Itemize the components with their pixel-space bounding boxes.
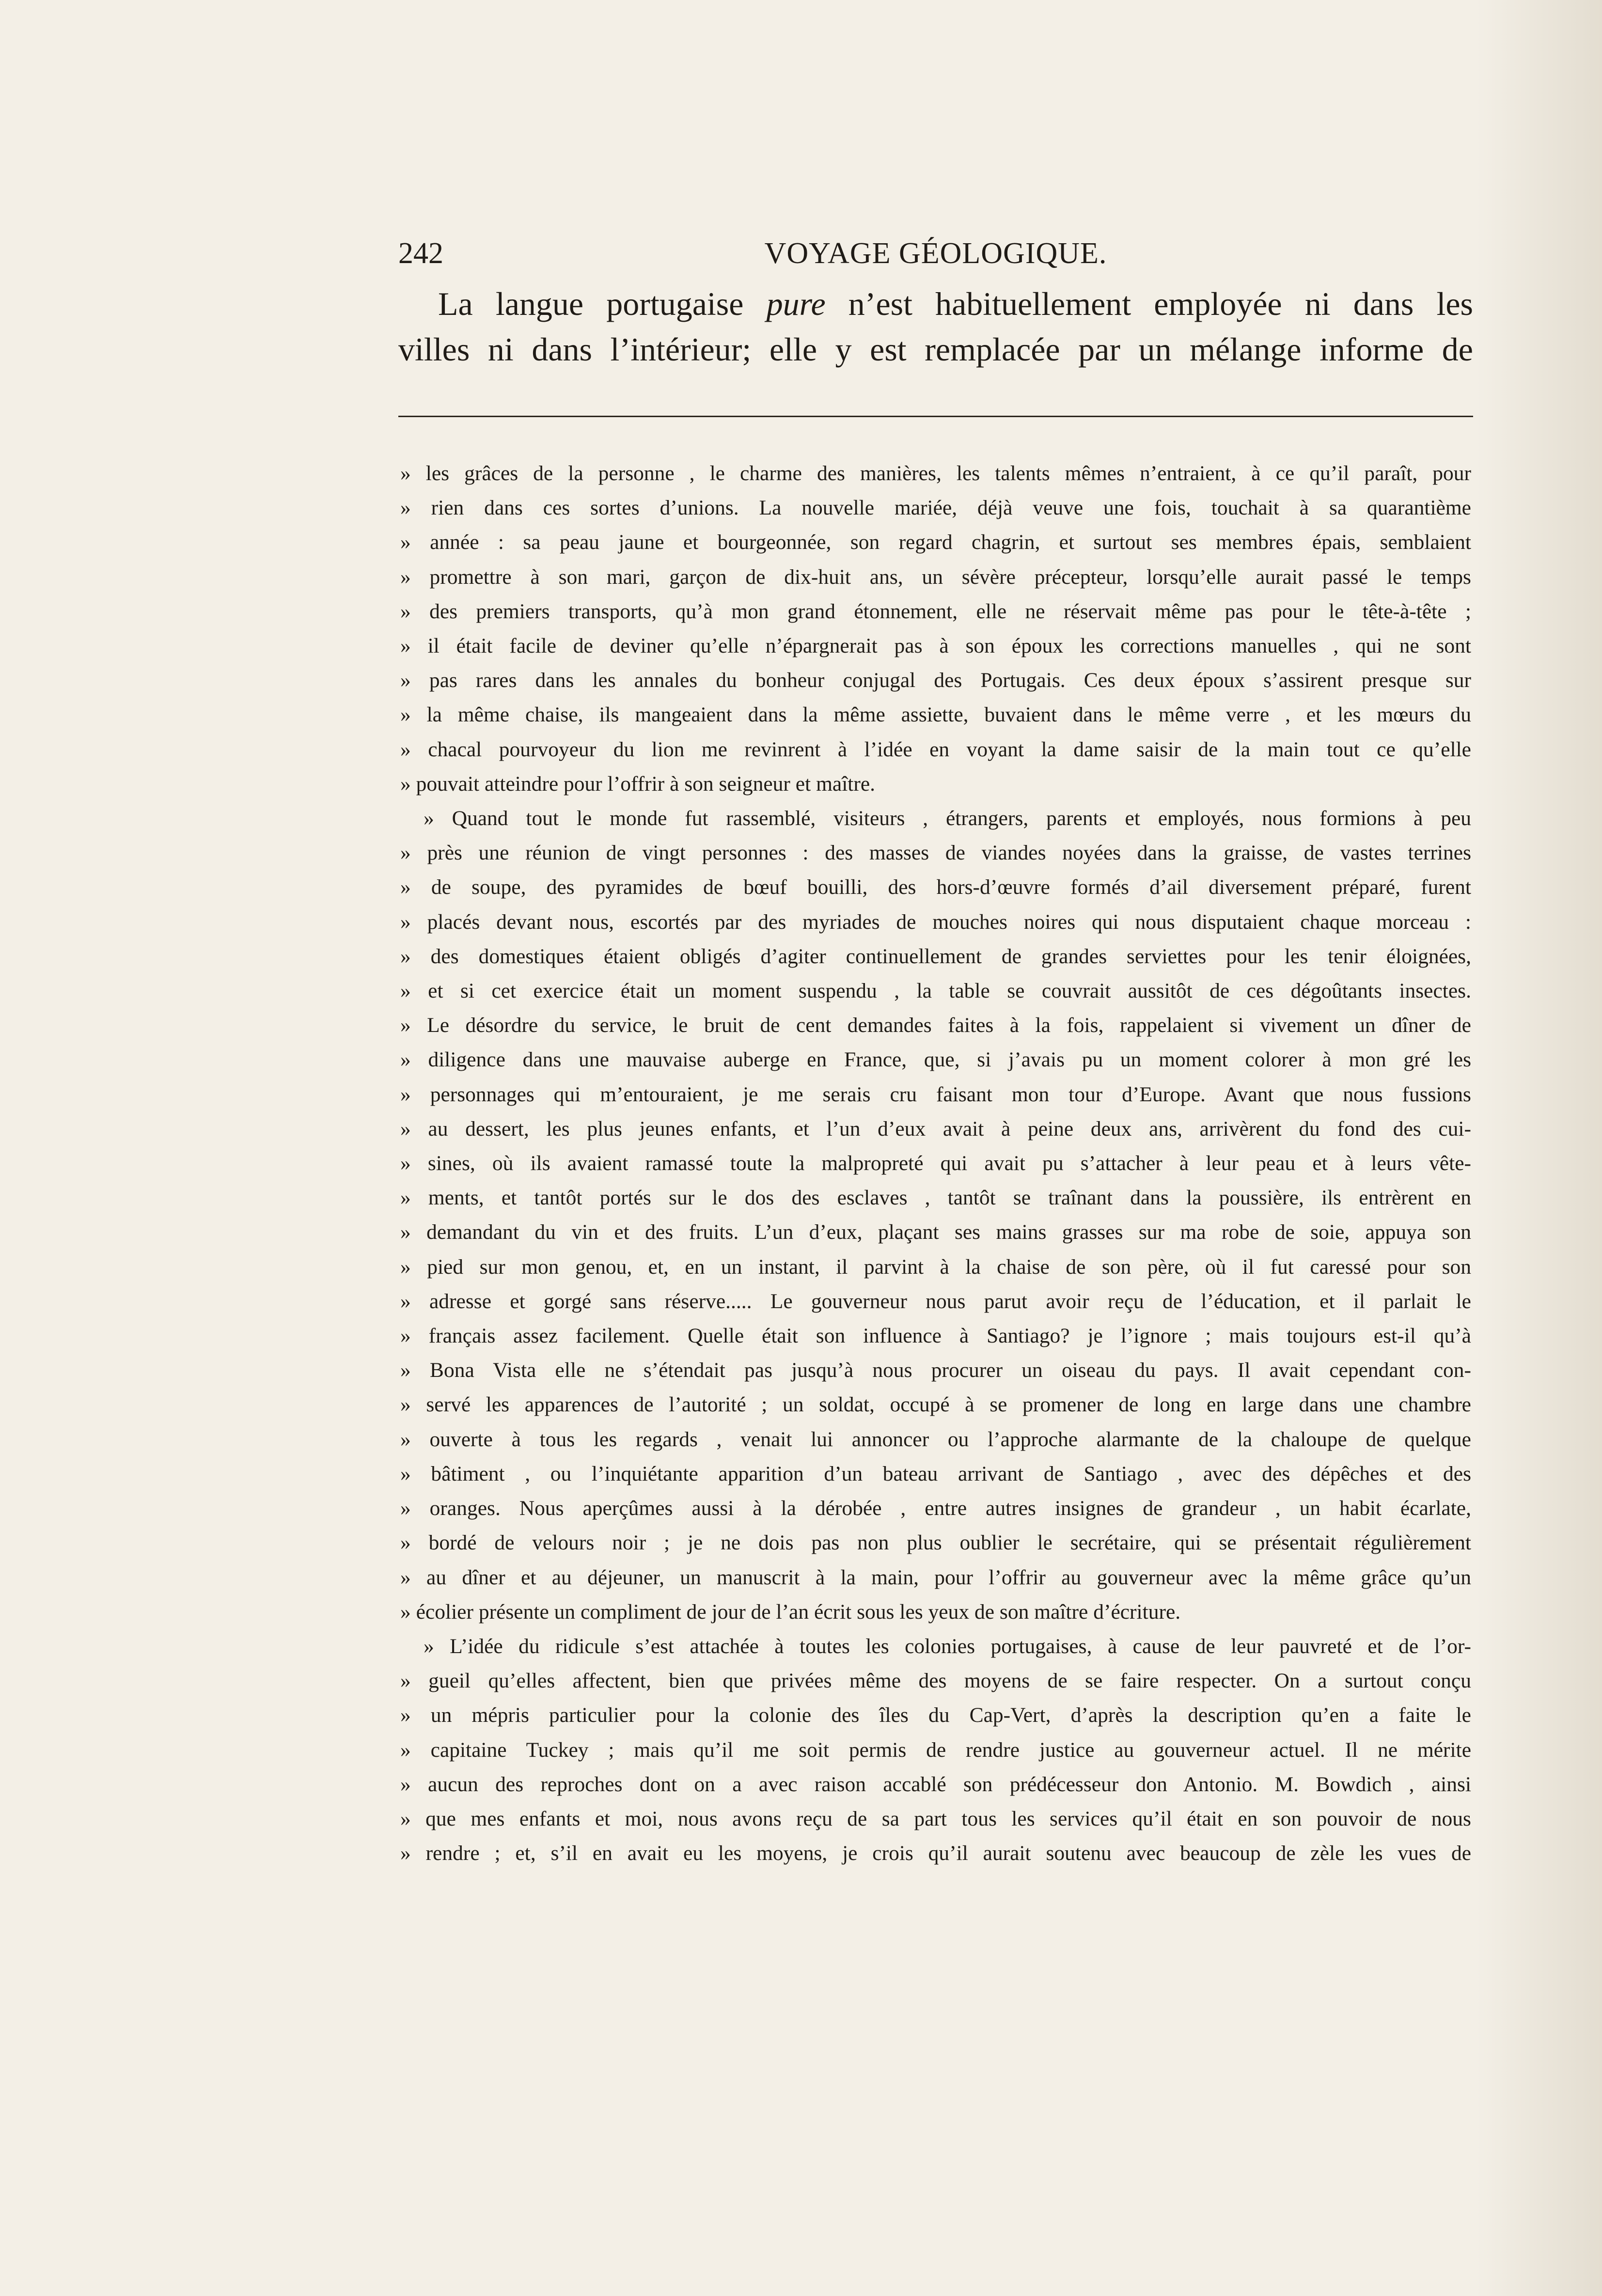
footnote-line: » chacal pourvoyeur du lion me revinrent à l’idée en voyant la dame saisir de la main tout ce qu’elle xyxy=(400,737,1471,761)
main-text-line: villes ni dans l’intérieur; elle y est remplacée par un mélange informe de xyxy=(398,331,1473,368)
footnote-line: » L’idée du ridicule s’est attachée à toutes les colonies portugaises, à cause de leur pauvreté et de l’or- xyxy=(424,1634,1471,1658)
main-text xyxy=(398,281,1473,372)
page-edge-shading xyxy=(1476,0,1602,2296)
footnote-line: » Quand tout le monde fut rassemblé, visiteurs , étrangers, parents et employés, nous formions à peu xyxy=(424,807,1471,830)
footnote-line: » il était facile de deviner qu’elle n’épargnerait pas à son époux les corrections manuelles , qui ne sont xyxy=(400,634,1471,658)
footnote-line: » de soupe, des pyramides de bœuf bouilli, des hors-d’œuvre formés d’ail diversement préparé, furent xyxy=(400,875,1471,899)
footnote-line: » oranges. Nous aperçûmes aussi à la dérobée , entre autres insignes de grandeur , un habit écarlate, xyxy=(400,1497,1471,1520)
footnote-line: » des premiers transports, qu’à mon grand étonnement, elle ne réservait même pas pour le tête-à-tête ; xyxy=(400,599,1471,623)
footnote-line: » adresse et gorgé sans réserve..... Le gouverneur nous parut avoir reçu de l’éducation, et il parlait le xyxy=(400,1289,1471,1313)
footnote-line: » bordé de velours noir ; je ne dois pas non plus oublier le secrétaire, qui se présentait régulièrement xyxy=(400,1531,1471,1555)
footnote-line: » servé les apparences de l’autorité ; un soldat, occupé à se promener de long en large dans une chambre xyxy=(400,1393,1471,1417)
footnote-line: » les grâces de la personne , le charme des manières, les talents mêmes n’entraient, à ce qu’il paraît, pour xyxy=(400,462,1471,485)
footnote-line: » diligence dans une mauvaise auberge en France, que, si j’avais pu un moment colorer à mon gré les xyxy=(400,1048,1471,1072)
footnote-line: » personnages qui m’entouraient, je me serais cru faisant mon tour d’Europe. Avant que nous fussions xyxy=(400,1082,1471,1106)
footnote-line: » pouvait atteindre pour l’offrir à son seigneur et maître. xyxy=(400,772,876,796)
footnote-line: » ments, et tantôt portés sur le dos des esclaves , tantôt se traînant dans la poussière, ils entrèrent en xyxy=(400,1186,1471,1210)
footnote-line: » la même chaise, ils mangeaient dans la même assiette, buvaient dans le même verre , et les mœurs du xyxy=(400,703,1471,727)
footnote-line: » pas rares dans les annales du bonheur conjugal des Portugais. Ces deux époux s’assirent presque sur xyxy=(400,669,1471,692)
footnote-line: » français assez facilement. Quelle était son influence à Santiago? je l’ignore ; mais toujours est-il qu’à xyxy=(400,1324,1471,1348)
footnote-line: » pied sur mon genou, et, en un instant, il parvint à la chaise de son père, où il fut caressé pour son xyxy=(400,1255,1471,1279)
footnote-line: » près une réunion de vingt personnes : des masses de viandes noyées dans la graisse, de vastes terrines xyxy=(400,841,1471,865)
footnote-line: » bâtiment , ou l’inquiétante apparition d’un bateau arrivant de Santiago , avec des dépêches et des xyxy=(400,1462,1471,1485)
footnote-line: » rendre ; et, s’il en avait eu les moyens, je crois qu’il aurait soutenu avec beaucoup de zèle les vues de xyxy=(400,1842,1471,1865)
footnote-line: » au dîner et au déjeuner, un manuscrit à la main, pour l’offrir au gouverneur avec la même grâce qu’un xyxy=(400,1565,1471,1589)
footnote-line: » demandant du vin et des fruits. L’un d’eux, plaçant ses mains grasses sur ma robe de soie, appuya son xyxy=(400,1220,1471,1244)
footnote-line: » des domestiques étaient obligés d’agiter continuellement de grandes serviettes pour les tenir éloignées, xyxy=(400,944,1471,968)
footnote-line: » et si cet exercice était un moment suspendu , la table se couvrait aussitôt de ces dégoûtants insectes. xyxy=(400,979,1471,1003)
footnote-line: » que mes enfants et moi, nous avons reçu de sa part tous les services qu’il était en son pouvoir de nous xyxy=(400,1807,1471,1830)
running-head xyxy=(398,232,1473,275)
footnote xyxy=(400,456,1471,1871)
footnote-line: » Bona Vista elle ne s’étendait pas jusqu’à nous procurer un oiseau du pays. Il avait cependant con- xyxy=(400,1359,1471,1382)
footnote-line: » ouverte à tous les regards , venait lui annoncer ou l’approche alarmante de la chaloupe de quelque xyxy=(400,1427,1471,1451)
footnote-line: » gueil qu’elles affectent, bien que privées même des moyens de se faire respecter. On a surtout conçu xyxy=(400,1669,1471,1693)
footnote-line: » année : sa peau jaune et bourgeonnée, son regard chagrin, et surtout ses membres épais, semblaient xyxy=(400,531,1471,554)
footnote-line: » rien dans ces sortes d’unions. La nouvelle mariée, déjà veuve une fois, touchait à sa quarantième xyxy=(400,496,1471,520)
footnote-line: » écolier présente un compliment de jour de l’an écrit sous les yeux de son maître d’écriture. xyxy=(400,1600,1181,1624)
footnote-line: » promettre à son mari, garçon de dix-huit ans, un sévère précepteur, lorsqu’elle aurait passé le temps xyxy=(400,565,1471,589)
footnote-line: » sines, où ils avaient ramassé toute la malpropreté qui avait pu s’attacher à leur peau et à leurs vête- xyxy=(400,1152,1471,1175)
footnote-rule xyxy=(398,416,1473,417)
footnote-line: » Le désordre du service, le bruit de cent demandes faites à la fois, rappelaient si vivement un dîner de xyxy=(400,1014,1471,1037)
footnote-line: » au dessert, les plus jeunes enfants, et l’un d’eux avait à peine deux ans, arrivèrent du fond des cui- xyxy=(400,1117,1471,1140)
footnote-line: » capitaine Tuckey ; mais qu’il me soit permis de rendre justice au gouverneur actuel. Il ne mérite xyxy=(400,1738,1471,1762)
running-title: VOYAGE GÉOLOGIQUE. xyxy=(764,237,1107,270)
main-text-line: La langue portugaise pure n’est habituellement employée ni dans les xyxy=(438,285,1474,322)
footnote-line: » aucun des reproches dont on a avec raison accablé son prédécesseur don Antonio. M. Bowdich , ainsi xyxy=(400,1772,1471,1796)
italic-word: pure xyxy=(766,285,826,322)
footnote-line: » placés devant nous, escortés par des myriades de mouches noires qui nous disputaient chaque morceau : xyxy=(400,910,1471,934)
footnote-line: » un mépris particulier pour la colonie des îles du Cap-Vert, d’après la description qu’en a faite le xyxy=(400,1703,1471,1727)
page-number: 242 xyxy=(398,237,443,270)
